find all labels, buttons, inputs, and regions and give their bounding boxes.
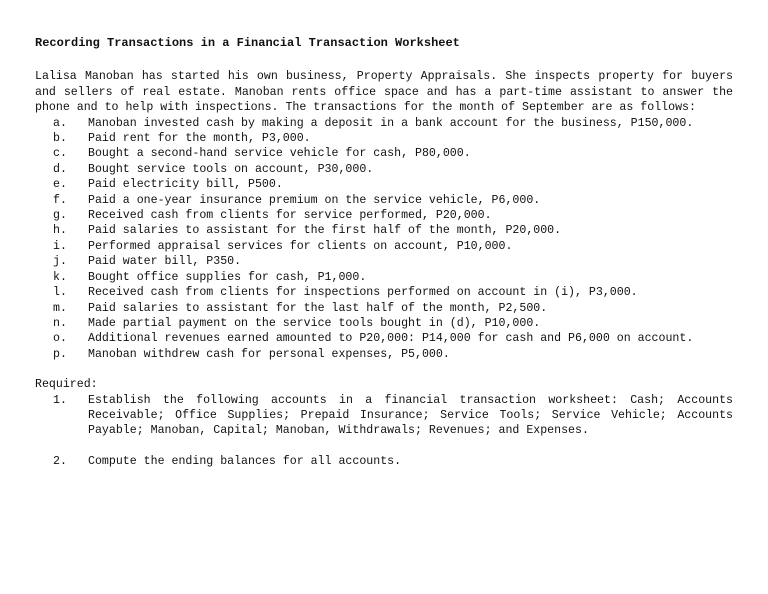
transaction-item-h xyxy=(35,223,733,238)
transaction-letter: j. xyxy=(53,255,67,269)
document-title: Recording Transactions in a Financial Transaction Worksheet xyxy=(35,36,460,50)
transaction-letter: n. xyxy=(53,316,67,330)
transaction-item-j xyxy=(35,254,733,269)
transaction-item-l xyxy=(35,285,733,300)
transaction-item-o xyxy=(35,331,733,346)
requirement-number: 2. xyxy=(53,454,67,468)
transaction-item-d xyxy=(35,162,733,177)
transaction-letter: a. xyxy=(53,116,67,130)
transaction-letter: o. xyxy=(53,332,67,346)
transaction-letter: d. xyxy=(53,162,67,176)
requirement-item-1 xyxy=(35,393,733,439)
requirement-item-2 xyxy=(35,454,733,469)
transaction-text: Paid electricity bill, P500. xyxy=(88,178,283,192)
transaction-letter: e. xyxy=(53,178,67,192)
transaction-item-e xyxy=(35,177,733,192)
transaction-item-f xyxy=(35,193,733,208)
transaction-letter: k. xyxy=(53,270,67,284)
transaction-text: Paid rent for the month, P3,000. xyxy=(88,132,311,146)
transaction-text: Paid salaries to assistant for the last half of the month, P2,500. xyxy=(88,301,548,315)
transaction-text: Paid a one-year insurance premium on the service vehicle, P6,000. xyxy=(88,193,541,207)
transaction-text: Manoban withdrew cash for personal expenses, P5,000. xyxy=(88,347,450,361)
transaction-item-k xyxy=(35,270,733,285)
transaction-letter: l. xyxy=(53,286,67,300)
transaction-text: Manoban invested cash by making a deposit in a bank account for the business, P150,000. xyxy=(88,116,694,130)
transaction-text: Bought office supplies for cash, P1,000. xyxy=(88,270,367,284)
transaction-letter: b. xyxy=(53,132,67,146)
transaction-item-m xyxy=(35,301,733,316)
requirement-text: Establish the following accounts in a financial transaction worksheet: Cash; Accounts Receivable; Office Supplies; Prepaid Insurance; Service Tools; Service Vehicle; Accounts Payable; Manoban, Capital; Manoban, Withdrawals; Revenues; and Expenses. xyxy=(88,393,733,438)
required-label: Required: xyxy=(35,378,98,392)
intro-paragraph: Lalisa Manoban has started his own business, Property Appraisals. She inspects property for buyers and sellers of real estate. Manoban rents office space and has a part-time assistant to answer the phone and to help with inspections. The transactions for the month of September are as follows: xyxy=(35,70,733,115)
transaction-item-a xyxy=(35,116,733,131)
transaction-letter: g. xyxy=(53,209,67,223)
transaction-item-i xyxy=(35,239,733,254)
transaction-text: Made partial payment on the service tools bought in (d), P10,000. xyxy=(88,316,541,330)
transaction-item-c xyxy=(35,146,733,161)
requirements-list xyxy=(35,393,733,470)
transaction-text: Bought service tools on account, P30,000. xyxy=(88,162,374,176)
transaction-letter: m. xyxy=(53,301,67,315)
transaction-item-n xyxy=(35,316,733,331)
transaction-letter: p. xyxy=(53,347,67,361)
transaction-text: Received cash from clients for inspections performed on account in (i), P3,000. xyxy=(88,286,638,300)
transaction-text: Bought a second-hand service vehicle for cash, P80,000. xyxy=(88,147,471,161)
transaction-text: Performed appraisal services for clients on account, P10,000. xyxy=(88,239,513,253)
transaction-item-g xyxy=(35,208,733,223)
transaction-text: Paid salaries to assistant for the first half of the month, P20,000. xyxy=(88,224,562,238)
transaction-text: Paid water bill, P350. xyxy=(88,255,242,269)
transaction-letter: c. xyxy=(53,147,67,161)
transaction-text: Received cash from clients for service performed, P20,000. xyxy=(88,209,492,223)
requirement-number: 1. xyxy=(53,393,67,407)
requirement-text: Compute the ending balances for all accounts. xyxy=(88,454,402,468)
transaction-list xyxy=(35,116,733,363)
transaction-text: Additional revenues earned amounted to P20,000: P14,000 for cash and P6,000 on account. xyxy=(88,332,694,346)
transaction-letter: h. xyxy=(53,224,67,238)
transaction-item-b xyxy=(35,131,733,146)
transaction-item-p xyxy=(35,347,733,362)
transaction-letter: i. xyxy=(53,239,67,253)
transaction-letter: f. xyxy=(53,193,67,207)
